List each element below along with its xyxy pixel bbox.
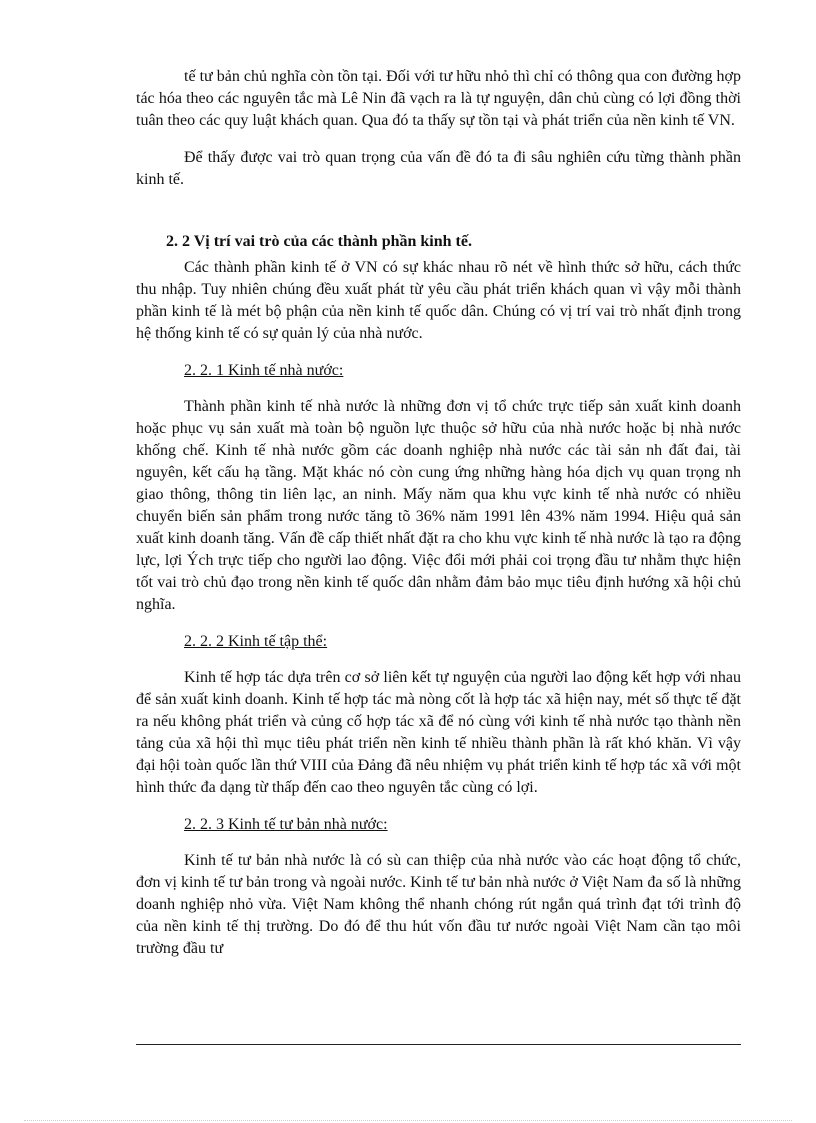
subsection-body-2-2-2: Kinh tế hợp tác dựa trên cơ sở liên kết tự nguyện của người lao động kết hợp với nhau để sản xuất kinh doanh. Kinh tế hợp tác mà nòng cốt là hợp tác xã hiện nay, mét số thực tế đặt ra nếu không phát triển và củng cố hợp tác xã để nó cùng với kinh tế nhà nước tạo thành nền tảng của xã hội thì mục tiêu phát triển nền kinh tế nhiều thành phần là rất khó khăn. Vì vậy đại hội toàn quốc lần thứ VIII của Đảng đã nêu nhiệm vụ phát triển kinh tế hợp tác xã với một hình thức đa dạng từ thấp đến cao theo nguyên tắc cùng có lợi. — [136, 669, 741, 796]
subsection-body-2-2-3: Kinh tế tư bản nhà nước là có sù can thiệp của nhà nước vào các hoạt động tổ chức, đơn vị kinh tế tư bản trong và ngoài nước. Kinh tế tư bản nhà nước ở Việt Nam đa số là những doanh nghiệp nhỏ vừa. Việt Nam không thể nhanh chóng rút ngắn quá trình đạt tới trình độ của nền kinh tế thị trường. Do đó để thu hút vốn đầu tư nước ngoài Việt Nam cần tạo môi trường đầu tư — [136, 852, 741, 957]
subsection-body-2-2-1: Thành phần kinh tế nhà nước là những đơn vị tổ chức trực tiếp sản xuất kinh doanh hoặc phục vụ sản xuất mà toàn bộ nguồn lực thuộc sở hữu của nhà nước hoặc bị nhà nước khống chế. Kinh tế nhà nước gồm các doanh nghiệp nhà nước các tài sản nh đất đai, tài nguyên, kết cấu hạ tầng. Mặt khác nó còn cung ứng những hàng hóa dịch vụ quan trọng nh giao thông, thông tin liên lạc, an ninh. Mấy năm qua khu vực kinh tế nhà nước có nhiều chuyển biến sản phẩm trong nước tăng tõ 36% năm 1991 lên 43% năm 1994. Hiệu quả sản xuất kinh doanh tăng. Vấn đề cấp thiết nhất đặt ra cho khu vực kinh tế nhà nước là tạo ra động lực, lợi Ých trực tiếp cho người lao động. Việc đổi mới phải coi trọng đầu tư nhằm thực hiện tốt vai trò chủ đạo trong nền kinh tế quốc dân nhằm đảm bảo mục tiêu định hướng xã hội chủ nghĩa. — [136, 398, 741, 613]
paragraph-transition: Để thấy được vai trò quan trọng của vấn đề đó ta đi sâu nghiên cứu từng thành phần kinh tế. — [136, 149, 741, 188]
page-bottom-edge — [24, 1120, 792, 1121]
footer-rule — [136, 1044, 741, 1045]
subsection-heading-2-2-3: 2. 2. 3 Kinh tế tư bản nhà nước: — [184, 816, 388, 833]
document-page — [136, 66, 741, 960]
subsection-heading-2-2-2: 2. 2. 2 Kinh tế tập thể: — [184, 633, 328, 650]
paragraph-continuation: tế tư bản chủ nghĩa còn tồn tại. Đối với tư hữu nhỏ thì chỉ có thông qua con đường hợp tác hóa theo các nguyên tắc mà Lê Nin đã vạch ra là tự nguyện, dân chủ cùng có lợi đồng thời tuân theo các quy luật khách quan. Qua đó ta thấy sự tồn tại và phát triển của nền kinh tế VN. — [136, 68, 741, 129]
section-heading-2-2: 2. 2 Vị trí vai trò của các thành phần kinh tế. — [166, 233, 472, 250]
subsection-heading-2-2-1: 2. 2. 1 Kinh tế nhà nước: — [184, 362, 344, 379]
section-2-2-intro: Các thành phần kinh tế ở VN có sự khác nhau rõ nét về hình thức sở hữu, cách thức thu nhập. Tuy nhiên chúng đều xuất phát từ yêu cầu phát triển khách quan vì vậy mỗi thành phần kinh tế là mét bộ phận của nền kinh tế quốc dân. Chúng có vị trí vai trò nhất định trong hệ thống kinh tế có sự quản lý của nhà nước. — [136, 259, 741, 342]
